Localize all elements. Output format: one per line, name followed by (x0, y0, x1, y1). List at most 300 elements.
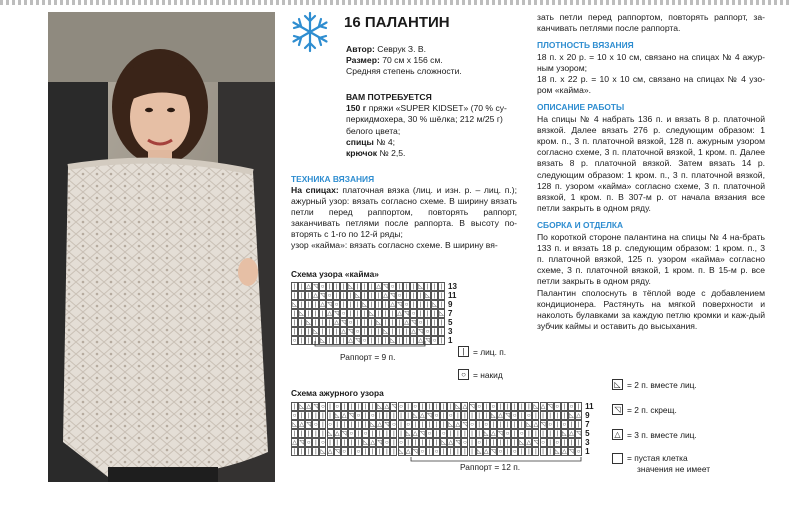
chart-cell: ○ (356, 413, 361, 419)
chart-cell: | (362, 402, 369, 411)
chart-cell: | (438, 318, 445, 327)
chart-cell: | (540, 447, 547, 456)
chart-cell: ○ (420, 449, 425, 455)
chart-cell: | (396, 318, 403, 327)
chart-cell: | (554, 420, 561, 429)
row-number: 3 (448, 327, 453, 336)
materials-block (346, 92, 526, 159)
chart-cell: ◺ (448, 422, 454, 428)
chart-cell: | (511, 429, 518, 438)
chart-cell: ○ (406, 422, 410, 428)
chart-cell: ◹ (540, 422, 546, 428)
chart-cell: | (518, 420, 525, 429)
chart-cell: △ (397, 311, 402, 317)
scheme2-grid (291, 402, 583, 457)
chart-cell: ◹ (341, 320, 346, 326)
chart-cell: | (532, 447, 539, 456)
legend-k2-left (612, 379, 697, 390)
chart-cell: ○ (327, 293, 332, 299)
author: Севрук З. В. (377, 44, 426, 54)
row-number: 9 (585, 411, 590, 420)
chart-cell: | (461, 447, 468, 456)
chart-cell: | (476, 429, 483, 438)
chart-cell: | (440, 420, 447, 429)
chart-cell: | (362, 447, 369, 456)
chart-cell: | (369, 429, 376, 438)
chart-cell: | (454, 447, 461, 456)
chart-cell: ○ (306, 440, 311, 446)
chart-cell: | (405, 402, 412, 411)
chart-cell: | (376, 411, 383, 420)
row-number: 9 (448, 300, 453, 309)
scheme1-title: Схема узора «кайма» (291, 269, 379, 279)
legend-empty (612, 453, 710, 475)
legend-yarn-over-text: = накид (473, 369, 503, 380)
chart-cell: | (431, 309, 438, 318)
chart-cell: | (383, 447, 390, 456)
chart-cell: ◹ (411, 320, 416, 326)
chart-cell: | (518, 402, 525, 411)
chart-cell: ◺ (327, 431, 333, 437)
chart-cell: △ (306, 284, 311, 290)
chart-cell: | (312, 300, 319, 309)
chart-cell: ○ (342, 449, 347, 455)
chart-cell: ◹ (349, 413, 354, 419)
chart-cell: ◺ (376, 320, 381, 326)
chart-cell: | (389, 309, 396, 318)
chart-cell: ◺ (398, 449, 404, 455)
chart-cell: | (568, 438, 575, 447)
chart-cell: | (403, 327, 410, 336)
chart-cell: ○ (362, 338, 367, 344)
chart-cell: | (382, 300, 389, 309)
chart-cell: ◺ (562, 431, 567, 437)
chart-cell: | (390, 438, 397, 447)
chart-cell: ○ (484, 422, 489, 428)
chart-cell: | (431, 291, 438, 300)
chart-cell: ◹ (404, 311, 409, 317)
chart-cell: | (312, 411, 319, 420)
chart-cell: | (511, 438, 518, 447)
chart-cell: | (291, 429, 298, 438)
snowflake-icon (288, 10, 332, 54)
meta-info (346, 44, 526, 78)
chart-cell: | (417, 309, 424, 318)
chart-cell: | (525, 429, 532, 438)
chart-cell: ○ (334, 302, 339, 308)
chart-cell: | (396, 327, 403, 336)
chart-cell: | (561, 402, 568, 411)
chart-cell: ○ (363, 431, 368, 437)
chart-cell: | (426, 447, 433, 456)
chart-cell: | (340, 300, 347, 309)
chart-cell: ○ (576, 449, 581, 455)
chart-cell: ○ (477, 404, 481, 410)
chart-cell: ◹ (547, 404, 553, 410)
chart-cell: | (354, 309, 361, 318)
chart-cell: | (403, 282, 410, 291)
chart-cell: | (341, 420, 348, 429)
chart-cell: ◺ (418, 284, 423, 290)
chart-cell: ○ (470, 422, 474, 428)
chart-cell: | (497, 402, 504, 411)
chart-cell: △ (341, 329, 346, 335)
chart-cell: △ (404, 320, 409, 326)
chart-cell: ◺ (348, 284, 353, 290)
chart-cell: | (469, 447, 476, 456)
chart-cell: △ (483, 449, 489, 455)
chart-cell: ◹ (299, 440, 304, 446)
chart-cell: | (333, 282, 340, 291)
chart-cell: | (431, 318, 438, 327)
chart-cell: ◹ (576, 431, 581, 437)
chart-cell: | (375, 300, 382, 309)
chart-cell: ◺ (441, 440, 446, 446)
chart-cell: ◺ (306, 320, 311, 326)
chart-cell: | (340, 336, 347, 345)
chart-cell: | (447, 429, 454, 438)
chart-cell: | (390, 429, 397, 438)
chart-cell: ○ (425, 329, 430, 335)
chart-cell: ◹ (306, 422, 312, 428)
chart-cell: | (382, 309, 389, 318)
chart-cell: ○ (427, 431, 432, 437)
size: 70 см х 156 см. (382, 55, 443, 66)
chart-cell: | (426, 438, 433, 447)
hook-label: крючок (346, 148, 378, 159)
chart-cell: | (447, 402, 454, 411)
materials-heading: ВАМ ПОТРЕБУЕТСЯ (346, 92, 432, 102)
chart-cell: △ (334, 320, 339, 326)
legend-face-loop-text: = лиц. п. (473, 346, 507, 357)
chart-cell: | (433, 402, 440, 411)
chart-cell: | (348, 447, 355, 456)
difficulty: Средняя степень сложности. (346, 66, 462, 77)
chart-cell: | (461, 429, 468, 438)
chart-cell: | (361, 327, 368, 336)
chart-cell: | (568, 420, 575, 429)
k2-left-symbol: ◺ (612, 379, 623, 390)
chart-cell: | (476, 420, 483, 429)
chart-cell: ◺ (390, 338, 395, 344)
legend-empty-text-2: значения не имеет (637, 464, 711, 474)
chart-cell: ○ (413, 404, 418, 410)
chart-cell: △ (526, 440, 532, 446)
chart-cell: | (319, 411, 326, 420)
yarn-desc: пряжи «SUPER KIDSET» (70 % су-перкидмохера, 30 % шёлка; 212 м/25 г) белого цвета; (346, 103, 507, 136)
chart-cell: | (298, 318, 305, 327)
assembly-heading: СБОРКА И ОТДЕЛКА (537, 220, 624, 231)
chart-cell: | (469, 438, 476, 447)
chart-cell: | (334, 420, 341, 429)
chart-cell: | (341, 438, 348, 447)
chart-cell: ○ (562, 422, 567, 428)
chart-cell: ○ (356, 449, 361, 455)
chart-cell: ◹ (420, 431, 425, 437)
chart-cell: | (340, 291, 347, 300)
chart-cell: | (410, 282, 417, 291)
chart-cell: | (476, 411, 483, 420)
chart-cell: ◹ (412, 449, 418, 455)
chart-cell: | (348, 420, 355, 429)
chart-cell: | (417, 291, 424, 300)
chart-cell: ○ (385, 440, 389, 446)
chart-cell: ◹ (390, 293, 395, 299)
chart-cell: | (440, 447, 447, 456)
chart-cell: | (305, 309, 312, 318)
chart-cell: | (326, 282, 333, 291)
chart-cell: ○ (541, 440, 545, 446)
continued-text: зать петли перед раппортом, повторять раппорт, за-канчивать петлями после раппорта. (537, 12, 765, 34)
chart-cell: ◺ (405, 431, 411, 437)
chart-cell: | (376, 447, 383, 456)
chart-cell: | (405, 411, 412, 420)
chart-cell: △ (411, 329, 416, 335)
chart-cell: ○ (434, 449, 439, 455)
chart-cell: | (368, 300, 375, 309)
chart-cell: | (483, 402, 490, 411)
chart-cell: ○ (441, 431, 446, 437)
chart-cell: | (340, 282, 347, 291)
chart-cell: ◹ (355, 338, 360, 344)
chart-cell: | (389, 327, 396, 336)
chart-cell: | (483, 411, 490, 420)
chart-cell: | (525, 447, 532, 456)
scheme1-rapport-bracket (314, 340, 426, 352)
chart-cell: | (554, 411, 561, 420)
chart-cell: | (419, 420, 426, 429)
chart-cell: | (333, 336, 340, 345)
chart-cell: △ (383, 293, 388, 299)
chart-cell: | (431, 282, 438, 291)
chart-cell: △ (376, 284, 381, 290)
chart-cell: | (355, 438, 362, 447)
chart-cell: | (354, 318, 361, 327)
chart-cell: △ (299, 422, 304, 428)
chart-cell: ○ (328, 422, 332, 428)
chart-cell: ◹ (327, 302, 332, 308)
chart-cell: | (312, 447, 319, 456)
density-heading: ПЛОТНОСТЬ ВЯЗАНИЯ (537, 40, 634, 51)
column-right (537, 12, 765, 332)
chart-cell: | (368, 327, 375, 336)
chart-cell: | (375, 309, 382, 318)
chart-cell: | (383, 411, 390, 420)
chart-cell: | (561, 438, 568, 447)
chart-cell: | (368, 291, 375, 300)
scheme1-rapport: Раппорт = 9 п. (340, 352, 396, 362)
chart-cell: | (375, 336, 382, 345)
chart-cell: ◺ (320, 449, 326, 455)
chart-cell: | (390, 447, 397, 456)
chart-cell: ○ (321, 440, 325, 446)
chart-cell: | (561, 411, 568, 420)
legend-yarn-over (458, 369, 503, 380)
chart-cell: ◹ (397, 302, 402, 308)
chart-cell: ○ (399, 404, 403, 410)
chart-cell: | (355, 402, 362, 411)
chart-cell: | (319, 429, 326, 438)
chart-cell: ◺ (292, 302, 297, 308)
chart-cell: | (398, 411, 405, 420)
chart-cell: ◺ (370, 422, 375, 428)
chart-cell: | (412, 438, 419, 447)
chart-cell: △ (562, 449, 567, 455)
face-loop-symbol: | (458, 346, 469, 357)
chart-cell: | (312, 318, 319, 327)
chart-cell: ◹ (569, 449, 574, 455)
legend-face-loop (458, 346, 506, 357)
chart-cell: | (298, 411, 305, 420)
chart-cell: ◺ (483, 431, 489, 437)
chart-cell: | (305, 327, 312, 336)
chart-cell: ○ (335, 404, 339, 410)
chart-cell: | (547, 438, 554, 447)
chart-cell: | (410, 291, 417, 300)
technique-text: платочная вязка (лиц. и изн. р. – лиц. п.); ажурный узор: вязать согласно схеме. В ширину вязать петли перед раппортом, повторять раппорт, заканчивать петлями после раппорта. В высоту по-вторять с 1-го по 12-й ряды; (291, 185, 517, 239)
chart-cell: | (326, 327, 333, 336)
chart-cell: | (469, 411, 476, 420)
chart-cell: ○ (314, 422, 318, 428)
chart-cell: | (426, 402, 433, 411)
row-number: 5 (448, 318, 453, 327)
chart-cell: △ (462, 404, 468, 410)
chart-cell: ◺ (299, 311, 304, 317)
chart-cell: ○ (397, 293, 402, 299)
chart-cell: | (327, 411, 334, 420)
chart-cell: △ (533, 422, 539, 428)
chart-cell: | (396, 282, 403, 291)
chart-cell: | (298, 282, 305, 291)
needles-label: спицы (346, 136, 374, 147)
empty-cell-symbol (612, 453, 623, 464)
chart-cell: | (312, 336, 319, 345)
chart-cell: | (390, 411, 397, 420)
chart-cell: ○ (370, 413, 375, 419)
row-number: 7 (585, 420, 590, 429)
size-label: Размер: (346, 55, 380, 66)
chart-cell: ○ (555, 440, 560, 446)
chart-cell: | (497, 438, 504, 447)
chart-cell: ○ (505, 431, 510, 437)
chart-cell: ○ (341, 311, 346, 317)
chart-cell: | (424, 282, 431, 291)
chart-cell: | (361, 282, 368, 291)
chart-cell: | (440, 411, 447, 420)
chart-cell: | (405, 438, 412, 447)
chart-cell: | (483, 438, 490, 447)
chart-cell: | (305, 411, 312, 420)
chart-cell: | (326, 318, 333, 327)
chart-cell: | (368, 282, 375, 291)
chart-cell: | (368, 336, 375, 345)
chart-cell: △ (455, 422, 461, 428)
chart-cell: | (410, 300, 417, 309)
scheme2-rapport: Раппорт = 12 п. (460, 462, 521, 472)
chart-cell: △ (576, 413, 581, 419)
row-number: 11 (585, 402, 594, 411)
chart-cell: ◺ (292, 422, 297, 428)
chart-cell: | (412, 420, 419, 429)
chart-cell: | (396, 336, 403, 345)
chart-cell: | (490, 420, 497, 429)
chart-cell: | (298, 336, 305, 345)
chart-cell: ◹ (334, 311, 339, 317)
chart-cell: ◺ (377, 404, 383, 410)
chart-cell: ○ (448, 413, 453, 419)
needles-size: № 4; (373, 136, 396, 147)
chart-cell: ◺ (299, 404, 304, 410)
chart-cell: | (511, 420, 518, 429)
chart-cell: ◺ (383, 329, 388, 335)
chart-cell: ◹ (341, 431, 347, 437)
chart-cell: ◺ (526, 422, 532, 428)
chart-cell: ◺ (412, 413, 418, 419)
chart-cell: △ (334, 431, 340, 437)
row-number: 1 (585, 447, 590, 456)
chart-cell: | (312, 438, 319, 447)
row-number: 1 (448, 336, 453, 345)
chart-cell: | (362, 411, 369, 420)
chart-cell: | (438, 336, 445, 345)
chart-cell: | (333, 327, 340, 336)
chart-cell: △ (341, 413, 347, 419)
chart-cell: ○ (292, 413, 297, 419)
hook-size: № 2,5. (377, 148, 406, 159)
chart-cell: | (291, 318, 298, 327)
chart-cell: ◹ (348, 329, 353, 335)
chart-cell: | (347, 291, 354, 300)
chart-cell: | (327, 402, 334, 411)
chart-cell: ○ (390, 284, 395, 290)
scheme1-grid (291, 282, 445, 346)
legend-empty-text: = пустая клетка (627, 453, 688, 463)
chart-cell: ○ (477, 440, 481, 446)
chart-cell: ○ (355, 329, 360, 335)
chart-cell: | (490, 438, 497, 447)
chart-cell: ◺ (455, 404, 461, 410)
chart-cell: ◺ (439, 311, 444, 317)
chart-cell: | (382, 318, 389, 327)
chart-cell: ◺ (476, 449, 482, 455)
chart-cell: | (334, 438, 341, 447)
chart-cell: △ (327, 311, 332, 317)
chart-cell: ◺ (362, 302, 367, 308)
chart-cell: | (298, 447, 305, 456)
chart-cell: | (291, 327, 298, 336)
chart-cell: ○ (348, 320, 353, 326)
technique-lead: На спицах: (291, 185, 339, 195)
chart-cell: △ (313, 293, 318, 299)
chart-cell: | (355, 429, 362, 438)
chart-cell: | (575, 402, 582, 411)
chart-cell: | (368, 318, 375, 327)
chart-cell: | (575, 420, 582, 429)
chart-cell: | (305, 447, 312, 456)
chart-cell: △ (405, 449, 411, 455)
chart-cell: | (291, 282, 298, 291)
chart-cell: ◹ (498, 431, 503, 437)
chart-cell: | (547, 411, 554, 420)
chart-cell: ○ (392, 422, 396, 428)
chart-cell: ◹ (377, 440, 383, 446)
chart-cell: ○ (491, 404, 496, 410)
chart-cell: | (354, 300, 361, 309)
chart-cell: | (438, 282, 445, 291)
chart-cell: | (419, 402, 426, 411)
chart-cell: △ (384, 404, 390, 410)
page-title: 16 ПАЛАНТИН (344, 14, 450, 31)
